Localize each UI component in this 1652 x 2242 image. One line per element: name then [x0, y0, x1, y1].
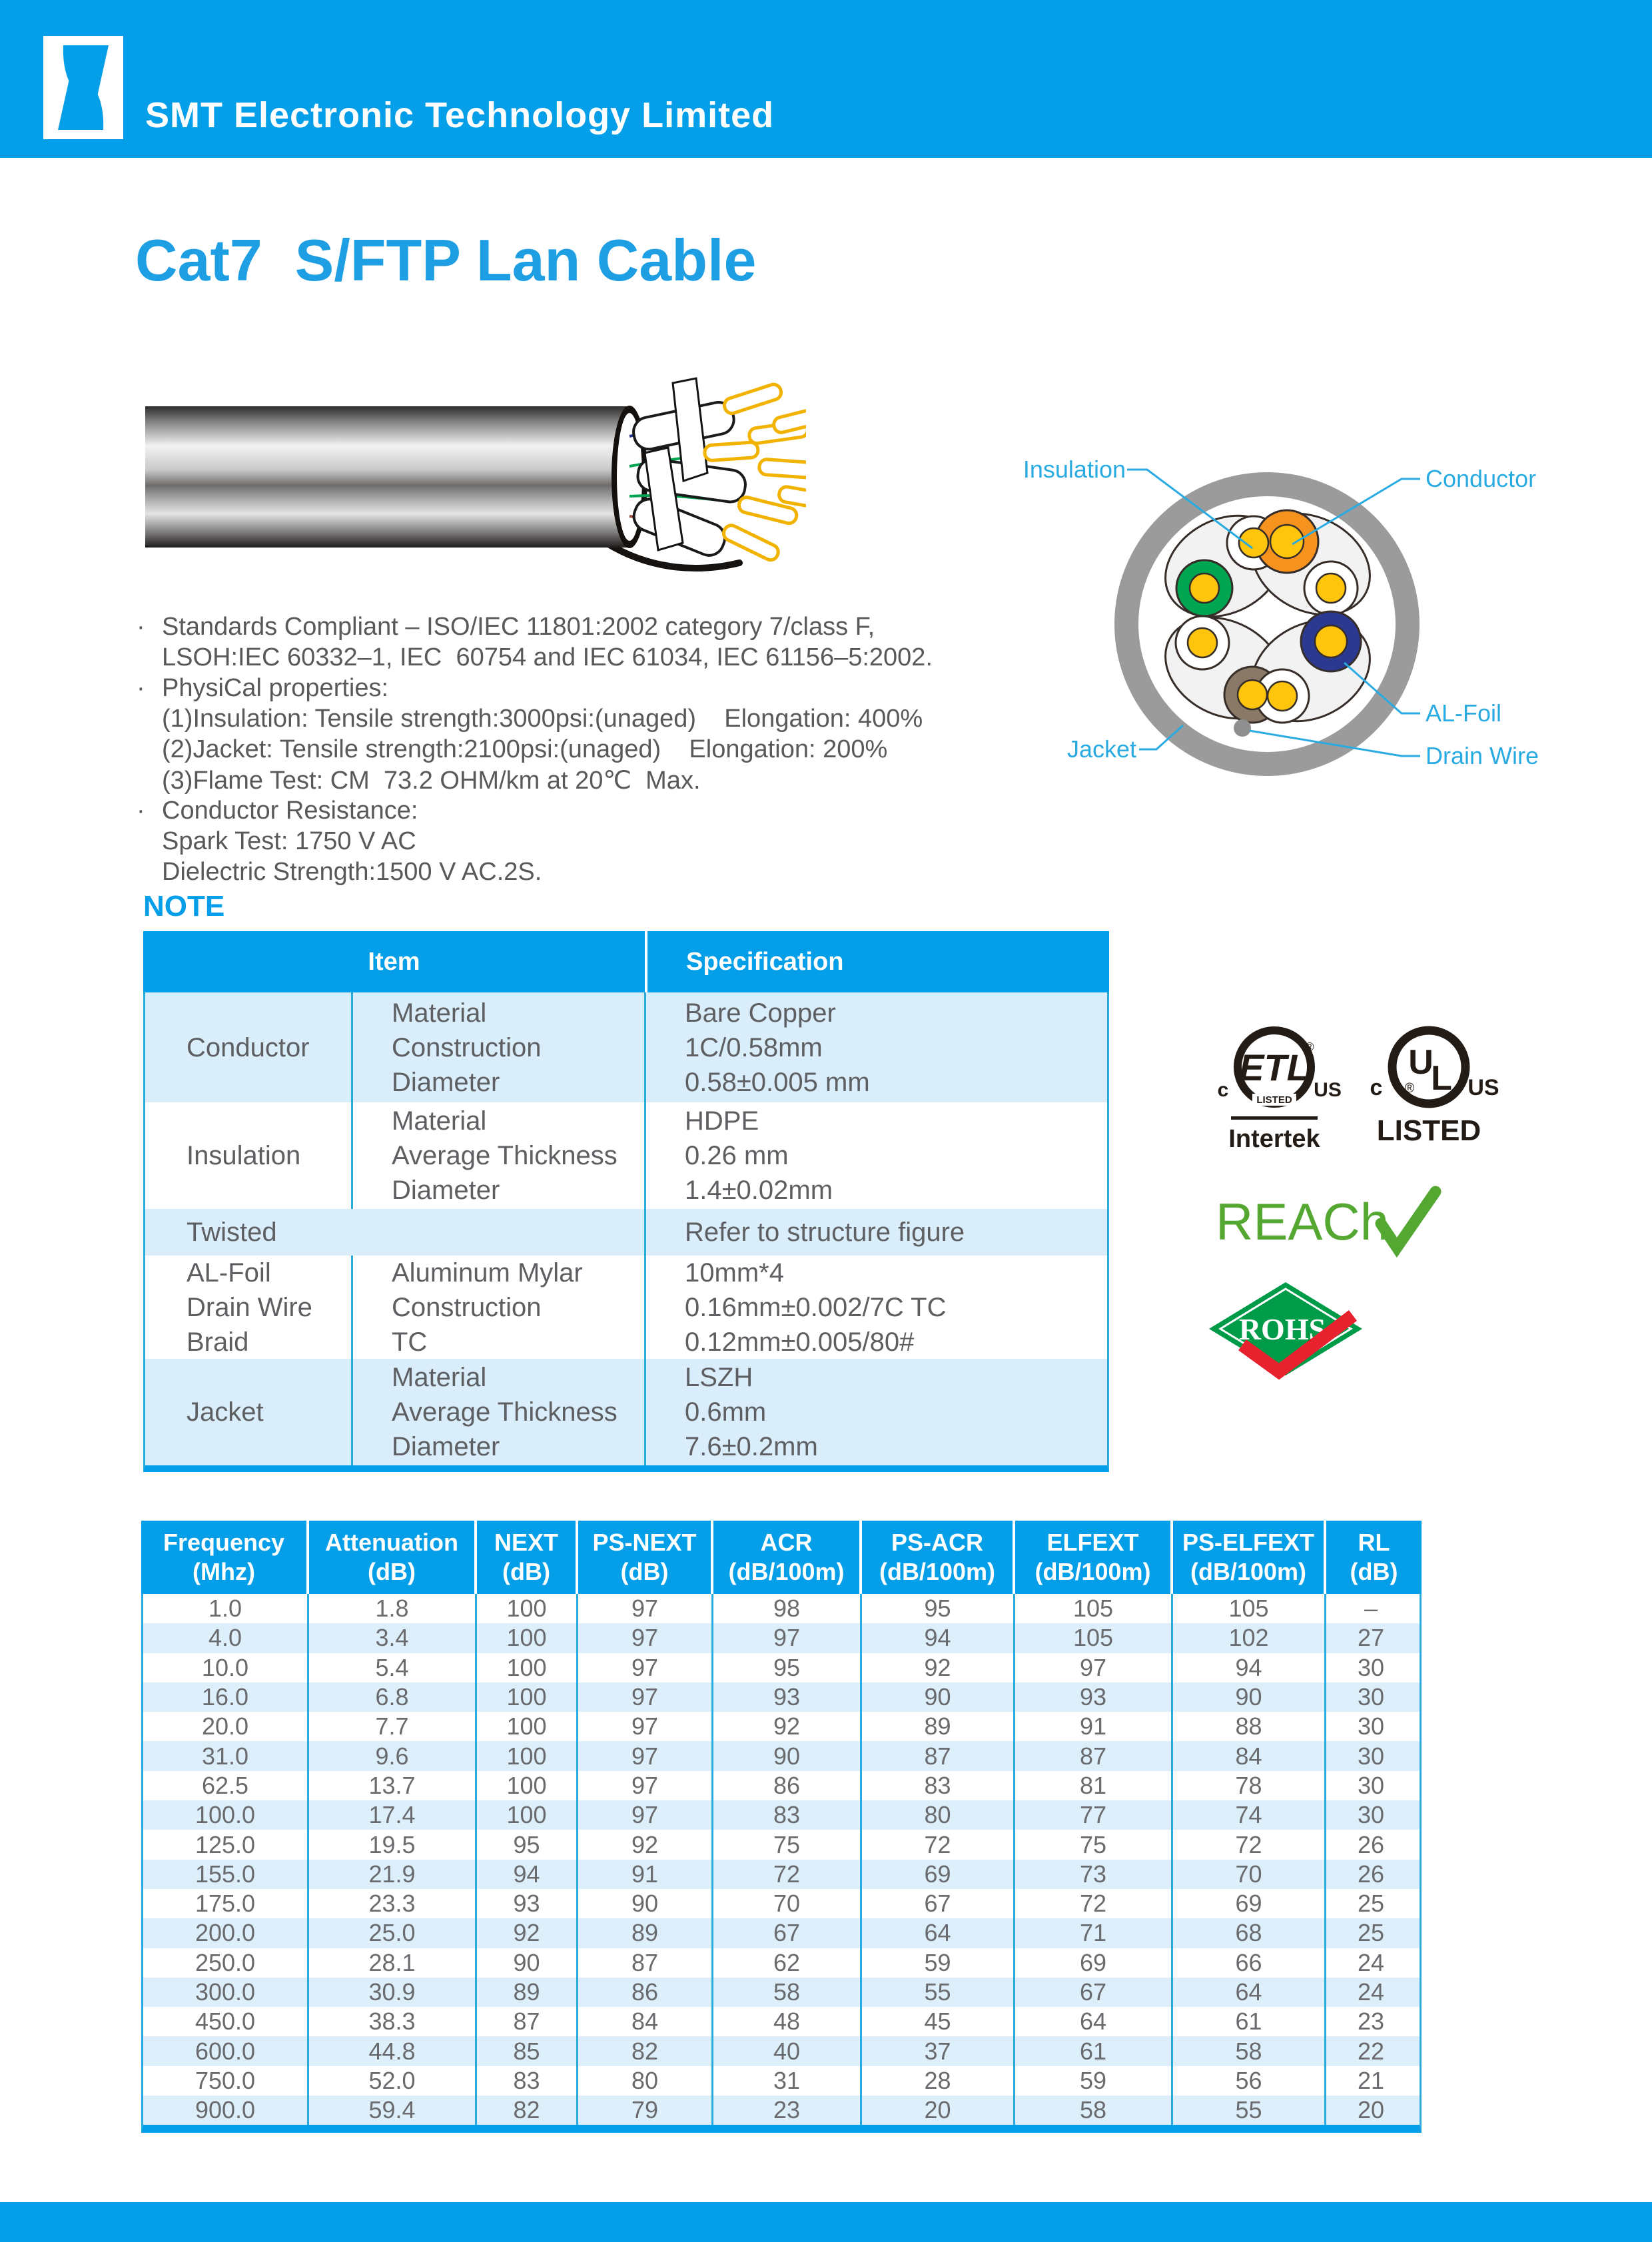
freq-col-header: RL (dB) [1350, 1529, 1398, 1585]
freq-cell: 100 [477, 1682, 578, 1712]
freq-row [143, 2095, 1420, 2125]
freq-cell: 105 [1173, 1594, 1326, 1623]
freq-cell: 93 [477, 1889, 578, 1918]
svg-text:US: US [1314, 1079, 1342, 1101]
note-heading: NOTE [143, 890, 225, 923]
freq-cell: 21 [1357, 2066, 1385, 2094]
spec-value-cell: Bare Copper 1C/0.58mm 0.58±0.005 mm [685, 998, 870, 1097]
freq-cell: 100 [477, 1623, 578, 1653]
cable-illustration [140, 373, 806, 579]
bullet-line [137, 611, 1082, 642]
spec-header-specification: Specification [686, 947, 844, 976]
freq-cell: 30 [1357, 1653, 1385, 1681]
freq-cell: 105 [1015, 1594, 1173, 1623]
freq-cell: 58 [713, 1978, 862, 2007]
bullet-text: Dielectric Strength:1500 V AC.2S. [162, 857, 542, 886]
freq-cell: 78 [1173, 1771, 1326, 1800]
freq-cell: 83 [477, 2066, 578, 2095]
freq-cell: 91 [1015, 1712, 1173, 1741]
cable-cross-section-diagram [1013, 436, 1559, 783]
freq-cell: 83 [713, 1800, 862, 1830]
freq-cell: 5.4 [309, 1653, 477, 1682]
header-bar [0, 0, 1652, 158]
freq-col-header: Frequency (Mhz) [141, 1521, 309, 1594]
svg-text:c: c [1370, 1075, 1383, 1100]
freq-cell: 69 [1173, 1889, 1326, 1918]
freq-cell: 86 [713, 1771, 862, 1800]
freq-cell: 68 [1173, 1918, 1326, 1948]
freq-cell: 25 [1357, 1919, 1385, 1947]
svg-text:Intertek: Intertek [1228, 1125, 1320, 1153]
spec-attr-cell: Material Average Thickness Diameter [353, 1359, 646, 1465]
freq-row [143, 1800, 1420, 1830]
freq-cell: 52.0 [309, 2066, 477, 2095]
freq-cell: 72 [1015, 1889, 1173, 1918]
bullet-text: (2)Jacket: Tensile strength:2100psi:(unaged) Elongation: 200% [162, 735, 888, 763]
freq-cell: 13.7 [309, 1771, 477, 1800]
freq-row [143, 1741, 1420, 1770]
spec-attr-cell: Material Average Thickness Diameter [353, 1102, 646, 1209]
freq-cell: 97 [578, 1800, 713, 1830]
spec-item-cell: AL-Foil Drain Wire Braid [145, 1256, 353, 1359]
freq-cell: 97 [578, 1594, 713, 1623]
freq-cell: 97 [578, 1741, 713, 1770]
freq-cell: 94 [862, 1623, 1015, 1653]
svg-text:®: ® [1305, 1040, 1314, 1054]
company-name: SMT Electronic Technology Limited [145, 95, 775, 135]
freq-cell: 30 [1357, 1712, 1385, 1740]
company-logo [43, 36, 123, 139]
spec-item-cell: Twisted [145, 1209, 646, 1256]
freq-cell: 100 [477, 1653, 578, 1682]
freq-cell: 82 [477, 2095, 578, 2125]
spec-table-body [143, 992, 1109, 1472]
spec-table-header [143, 931, 1109, 992]
bullet-text: (3)Flame Test: CM 73.2 OHM/km at 20℃ Max. [162, 766, 701, 795]
freq-cell: 90 [713, 1741, 862, 1770]
spec-row [145, 1209, 1107, 1256]
svg-text:U: U [1408, 1043, 1434, 1082]
freq-cell: 27 [1357, 1624, 1385, 1652]
label-jacket: Jacket [1066, 735, 1136, 763]
bullet-marker: · [137, 673, 145, 702]
spec-item-cell: Jacket [145, 1359, 353, 1465]
freq-cell: 70 [713, 1889, 862, 1918]
label-al-foil: AL-Foil [1426, 699, 1502, 727]
freq-cell: 600.0 [143, 2036, 309, 2065]
freq-cell: 24 [1357, 1978, 1385, 2006]
freq-cell: 22 [1357, 2037, 1385, 2065]
freq-cell: 30 [1357, 1801, 1385, 1829]
bullet-marker: · [137, 796, 145, 825]
svg-text:US: US [1467, 1075, 1499, 1100]
bullet-text: (1)Insulation: Tensile strength:3000psi:(unaged) Elongation: 400% [162, 704, 923, 733]
spec-value-cell: HDPE 0.26 mm 1.4±0.02mm [685, 1106, 833, 1205]
freq-cell: 38.3 [309, 2007, 477, 2036]
bullet-marker: · [137, 612, 145, 641]
freq-cell: 125.0 [143, 1830, 309, 1859]
freq-cell: 67 [1015, 1978, 1173, 2007]
freq-cell: 20 [1357, 2096, 1385, 2124]
cross-section-svg [1013, 436, 1559, 783]
freq-header [141, 1521, 1422, 1594]
spec-item-cell: Insulation [145, 1102, 353, 1209]
freq-cell: 87 [1015, 1741, 1173, 1770]
freq-row [143, 2036, 1420, 2065]
freq-cell: 95 [713, 1653, 862, 1682]
bullet-line [137, 734, 1082, 765]
freq-cell: 30 [1357, 1771, 1385, 1799]
company-logo-icon [43, 36, 123, 139]
freq-cell: 80 [578, 2066, 713, 2095]
freq-row [143, 1594, 1420, 1623]
freq-cell: 48 [713, 2007, 862, 2036]
freq-row [143, 2066, 1420, 2095]
freq-cell: 40 [713, 2036, 862, 2065]
frequency-table [141, 1521, 1422, 2133]
freq-cell: 30 [1357, 1742, 1385, 1770]
freq-cell: 31 [713, 2066, 862, 2095]
freq-cell: 62 [713, 1948, 862, 1978]
freq-cell: 19.5 [309, 1830, 477, 1859]
freq-cell: – [1364, 1595, 1378, 1623]
freq-cell: 6.8 [309, 1682, 477, 1712]
bullet-line [137, 765, 1082, 795]
freq-row [143, 2007, 1420, 2036]
freq-cell: 25 [1357, 1890, 1385, 1918]
freq-col-header: NEXT (dB) [477, 1521, 578, 1594]
freq-cell: 92 [862, 1653, 1015, 1682]
freq-cell: 100 [477, 1712, 578, 1741]
freq-row [143, 1860, 1420, 1889]
freq-cell: 100.0 [143, 1800, 309, 1830]
freq-cell: 250.0 [143, 1948, 309, 1978]
freq-cell: 23.3 [309, 1889, 477, 1918]
spec-value-cell: 10mm*4 0.16mm±0.002/7C TC 0.12mm±0.005/80# [685, 1258, 947, 1357]
freq-cell: 97 [578, 1653, 713, 1682]
freq-cell: 105 [1015, 1623, 1173, 1653]
freq-cell: 7.7 [309, 1712, 477, 1741]
freq-cell: 95 [477, 1830, 578, 1859]
cul-listed-logo [1359, 1026, 1499, 1159]
freq-col-header: PS-NEXT (dB) [578, 1521, 713, 1594]
freq-cell: 23 [713, 2095, 862, 2125]
svg-text:LISTED: LISTED [1256, 1094, 1292, 1106]
freq-cell: 89 [477, 1978, 578, 2007]
freq-cell: 81 [1015, 1771, 1173, 1800]
freq-cell: 64 [1015, 2007, 1173, 2036]
freq-cell: 89 [578, 1918, 713, 1948]
freq-cell: 59.4 [309, 2095, 477, 2125]
freq-cell: 26 [1357, 1860, 1385, 1888]
freq-cell: 67 [713, 1918, 862, 1948]
freq-cell: 90 [1173, 1682, 1326, 1712]
svg-text:c: c [1217, 1079, 1229, 1101]
freq-cell: 450.0 [143, 2007, 309, 2036]
freq-cell: 59 [862, 1948, 1015, 1978]
freq-cell: 25.0 [309, 1918, 477, 1948]
freq-cell: 94 [1173, 1653, 1326, 1682]
freq-cell: 28.1 [309, 1948, 477, 1978]
spec-table [143, 931, 1109, 1472]
drain-wire-dot [1234, 719, 1251, 737]
spec-row [145, 1256, 1107, 1359]
freq-cell: 79 [578, 2095, 713, 2125]
spec-attr-cell: Aluminum Mylar Construction TC [353, 1256, 646, 1359]
svg-text:L: L [1431, 1059, 1452, 1098]
freq-cell: 30.9 [309, 1978, 477, 2007]
freq-cell: 90 [578, 1889, 713, 1918]
freq-row [143, 1918, 1420, 1948]
bullet-text: Spark Test: 1750 V AC [162, 827, 416, 855]
freq-cell: 84 [578, 2007, 713, 2036]
bullet-line [137, 673, 1082, 703]
freq-cell: 75 [713, 1830, 862, 1859]
etl-intertek-logo [1204, 1026, 1344, 1159]
freq-cell: 750.0 [143, 2066, 309, 2095]
bullet-text: PhysiCal properties: [162, 673, 389, 702]
freq-cell: 100 [477, 1741, 578, 1770]
freq-cell: 64 [862, 1918, 1015, 1948]
freq-cell: 9.6 [309, 1741, 477, 1770]
freq-cell: 97 [578, 1712, 713, 1741]
freq-cell: 92 [477, 1918, 578, 1948]
freq-cell: 300.0 [143, 1978, 309, 2007]
bullet-line [137, 703, 1082, 734]
bullet-text: Standards Compliant – ISO/IEC 11801:2002 category 7/class F, [162, 612, 875, 641]
freq-cell: 97 [578, 1771, 713, 1800]
freq-cell: 24 [1357, 1948, 1385, 1976]
freq-cell: 87 [578, 1948, 713, 1978]
freq-cell: 10.0 [143, 1653, 309, 1682]
bullet-list [137, 611, 1082, 887]
freq-cell: 67 [862, 1889, 1015, 1918]
freq-col-header: ACR (dB/100m) [713, 1521, 862, 1594]
spec-value-cell: LSZH 0.6mm 7.6±0.2mm [685, 1363, 818, 1461]
freq-cell: 100 [477, 1800, 578, 1830]
freq-row [143, 1771, 1420, 1800]
label-drain-wire: Drain Wire [1426, 742, 1539, 769]
freq-row [143, 1653, 1420, 1682]
freq-cell: 85 [477, 2036, 578, 2065]
freq-row [143, 1623, 1420, 1653]
spec-header-item: Item [368, 947, 420, 976]
freq-cell: 4.0 [143, 1623, 309, 1653]
freq-cell: 55 [1173, 2095, 1326, 2125]
freq-cell: 97 [1015, 1653, 1173, 1682]
freq-cell: 93 [1015, 1682, 1173, 1712]
freq-cell: 20 [862, 2095, 1015, 2125]
freq-cell: 61 [1173, 2007, 1326, 2036]
bullet-line [137, 795, 1082, 826]
freq-cell: 95 [862, 1594, 1015, 1623]
freq-cell: 44.8 [309, 2036, 477, 2065]
freq-cell: 100 [477, 1594, 578, 1623]
freq-cell: 97 [578, 1623, 713, 1653]
freq-cell: 1.8 [309, 1594, 477, 1623]
freq-cell: 1.0 [143, 1594, 309, 1623]
freq-cell: 86 [578, 1978, 713, 2007]
freq-col-header: ELFEXT (dB/100m) [1015, 1521, 1173, 1594]
freq-cell: 58 [1173, 2036, 1326, 2065]
spec-row [145, 992, 1107, 1102]
freq-cell: 45 [862, 2007, 1015, 2036]
freq-cell: 87 [862, 1741, 1015, 1770]
cable-image [140, 373, 806, 579]
bullet-line [137, 857, 1082, 887]
freq-cell: 91 [578, 1860, 713, 1889]
freq-row [143, 1712, 1420, 1741]
freq-cell: 93 [713, 1682, 862, 1712]
freq-cell: 70 [1173, 1860, 1326, 1889]
label-insulation: Insulation [1023, 456, 1126, 483]
spec-attr-cell: Material Construction Diameter [353, 992, 646, 1102]
freq-cell: 74 [1173, 1800, 1326, 1830]
freq-cell: 55 [862, 1978, 1015, 2007]
freq-cell: 98 [713, 1594, 862, 1623]
freq-body [141, 1594, 1422, 2133]
freq-cell: 97 [578, 1682, 713, 1712]
bullet-line [137, 826, 1082, 857]
footer-bar [0, 2202, 1652, 2242]
freq-cell: 30 [1357, 1683, 1385, 1711]
bullet-text: Conductor Resistance: [162, 796, 418, 825]
freq-cell: 69 [862, 1860, 1015, 1889]
freq-row [143, 1830, 1420, 1859]
rohs-logo [1209, 1282, 1382, 1395]
freq-cell: 71 [1015, 1918, 1173, 1948]
svg-text:ETL: ETL [1239, 1046, 1310, 1088]
freq-cell: 23 [1357, 2008, 1385, 2036]
freq-cell: 75 [1015, 1830, 1173, 1859]
freq-cell: 175.0 [143, 1889, 309, 1918]
freq-cell: 102 [1173, 1623, 1326, 1653]
freq-col-header: PS-ELFEXT (dB/100m) [1173, 1521, 1326, 1594]
page-title: Cat7 S/FTP Lan Cable [135, 227, 757, 293]
freq-row [143, 1682, 1420, 1712]
freq-cell: 84 [1173, 1741, 1326, 1770]
spec-row [145, 1102, 1107, 1209]
freq-cell: 66 [1173, 1948, 1326, 1978]
freq-cell: 20.0 [143, 1712, 309, 1741]
freq-cell: 16.0 [143, 1682, 309, 1712]
freq-cell: 21.9 [309, 1860, 477, 1889]
freq-cell: 900.0 [143, 2095, 309, 2125]
freq-row [143, 1948, 1420, 1978]
freq-cell: 87 [477, 2007, 578, 2036]
freq-cell: 62.5 [143, 1771, 309, 1800]
freq-cell: 83 [862, 1771, 1015, 1800]
freq-cell: 72 [1173, 1830, 1326, 1859]
freq-cell: 26 [1357, 1830, 1385, 1858]
freq-row [143, 1889, 1420, 1918]
freq-cell: 73 [1015, 1860, 1173, 1889]
freq-cell: 72 [713, 1860, 862, 1889]
freq-cell: 17.4 [309, 1800, 477, 1830]
freq-cell: 88 [1173, 1712, 1326, 1741]
freq-cell: 72 [862, 1830, 1015, 1859]
svg-text:®: ® [1404, 1081, 1415, 1096]
freq-cell: 80 [862, 1800, 1015, 1830]
freq-cell: 77 [1015, 1800, 1173, 1830]
freq-cell: 37 [862, 2036, 1015, 2065]
freq-cell: 92 [713, 1712, 862, 1741]
freq-cell: 82 [578, 2036, 713, 2065]
freq-cell: 90 [862, 1682, 1015, 1712]
freq-cell: 90 [477, 1948, 578, 1978]
svg-text:ROHS: ROHS [1238, 1312, 1326, 1346]
spec-value-cell: Refer to structure figure [685, 1218, 965, 1247]
freq-cell: 58 [1015, 2095, 1173, 2125]
freq-cell: 61 [1015, 2036, 1173, 2065]
reach-logo [1216, 1182, 1455, 1262]
bullet-line [137, 642, 1082, 673]
certification-logos [1192, 1019, 1565, 1405]
spec-row [145, 1359, 1107, 1465]
svg-text:LISTED: LISTED [1376, 1114, 1481, 1147]
bullet-text: LSOH:IEC 60332–1, IEC 60754 and IEC 61034, IEC 61156–5:2002. [162, 643, 933, 671]
freq-cell: 200.0 [143, 1918, 309, 1948]
freq-cell: 97 [713, 1623, 862, 1653]
freq-cell: 64 [1173, 1978, 1326, 2007]
freq-col-header: Attenuation (dB) [309, 1521, 477, 1594]
freq-cell: 31.0 [143, 1741, 309, 1770]
freq-cell: 56 [1173, 2066, 1326, 2095]
svg-text:REACh: REACh [1216, 1192, 1390, 1251]
freq-cell: 92 [578, 1830, 713, 1859]
freq-cell: 69 [1015, 1948, 1173, 1978]
freq-col-header: PS-ACR (dB/100m) [862, 1521, 1015, 1594]
label-conductor: Conductor [1426, 465, 1537, 492]
freq-cell: 28 [862, 2066, 1015, 2095]
freq-cell: 59 [1015, 2066, 1173, 2095]
freq-cell: 94 [477, 1860, 578, 1889]
freq-cell: 89 [862, 1712, 1015, 1741]
freq-cell: 155.0 [143, 1860, 309, 1889]
freq-row [143, 1978, 1420, 2007]
freq-cell: 3.4 [309, 1623, 477, 1653]
spec-item-cell: Conductor [145, 992, 353, 1102]
freq-cell: 100 [477, 1771, 578, 1800]
